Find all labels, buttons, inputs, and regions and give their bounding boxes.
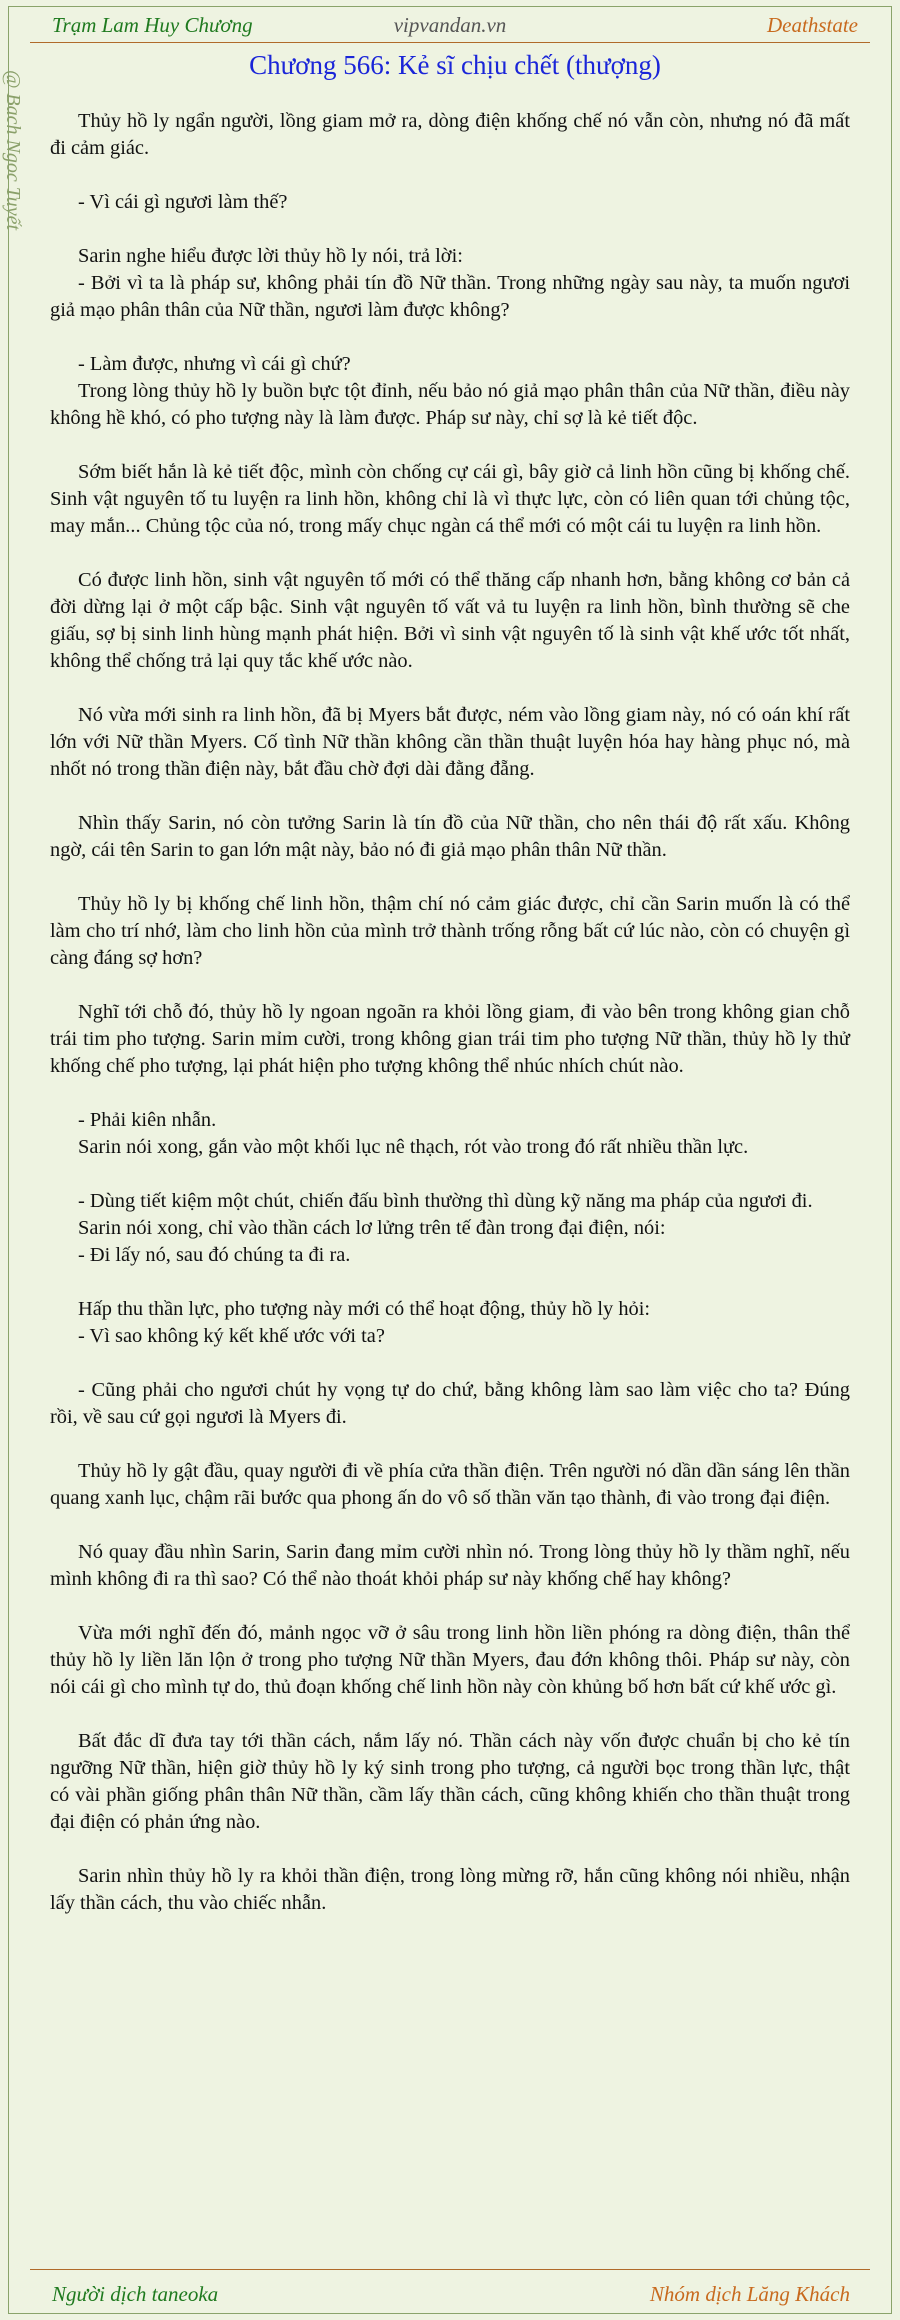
- paragraph: - Dùng tiết kiệm một chút, chiến đấu bình thường thì dùng kỹ năng ma pháp của ngươi đi.: [78, 1190, 813, 1212]
- paragraph: Bất đắc dĩ đưa tay tới thần cách, nắm lấy nó. Thần cách này vốn được chuẩn bị cho kẻ tín ngưỡng Nữ thần, hiện giờ thủy hồ ly ký sinh trong pho tượng, cả người bọc trong thần lực, thật có vài phần giống phân thân Nữ thần, cầm lấy thần cách, cũng không khiến cho thần thuật trong đại điện có phản ứng nào.: [50, 1730, 850, 1833]
- header-site-name: Trạm Lam Huy Chương: [52, 13, 253, 37]
- paragraph: - Đi lấy nó, sau đó chúng ta đi ra.: [78, 1244, 351, 1266]
- side-watermark-text: @ Bach Ngoc Tuyết: [2, 70, 24, 231]
- paragraph: Hấp thu thần lực, pho tượng này mới có thể hoạt động, thủy hồ ly hỏi:: [78, 1298, 651, 1320]
- paragraph: Sớm biết hắn là kẻ tiết độc, mình còn chống cự cái gì, bây giờ cả linh hồn cũng bị khống chế. Sinh vật nguyên tố tu luyện ra linh hồn, không chỉ là vì thực lực, còn có liên quan tới chủng tộc, may mắn... Chủng tộc của nó, trong mấy chục ngàn cá thể mới có một cái tu luyện ra linh hồn.: [50, 461, 850, 537]
- page-footer: [30, 2269, 870, 2314]
- paragraph: Thủy hồ ly bị khống chế linh hồn, thậm chí nó cảm giác được, chỉ cần Sarin muốn là có thể làm cho trí nhớ, làm cho linh hồn của mình trở thành trống rỗng bất cứ lúc nào, còn có chuyện gì càng đáng sợ hơn?: [50, 893, 850, 969]
- paragraph: Sarin nhìn thủy hồ ly ra khỏi thần điện, trong lòng mừng rỡ, hắn cũng không nói nhiều, nhận lấy thần cách, thu vào chiếc nhẫn.: [50, 1865, 850, 1914]
- paragraph: - Làm được, nhưng vì cái gì chứ?: [78, 353, 351, 375]
- footer-translation-group: Nhóm dịch Lăng Khách: [649, 2282, 850, 2306]
- paragraph: Nhìn thấy Sarin, nó còn tưởng Sarin là tín đồ của Nữ thần, cho nên thái độ rất xấu. Không ngờ, cái tên Sarin to gan lớn mật này, bảo nó đi giả mạo phân thân Nữ thần.: [50, 812, 850, 861]
- header-website-url: vipvandan.vn: [393, 13, 507, 37]
- paragraph: Có được linh hồn, sinh vật nguyên tố mới có thể thăng cấp nhanh hơn, bằng không cơ bản cả đời dừng lại ở một cấp bậc. Sinh vật nguyên tố vất vả tu luyện ra linh hồn, bình thường sẽ che giấu, sợ bị sinh linh hùng mạnh phát hiện. Bởi vì sinh vật nguyên tố là sinh vật khế ước tốt nhất, không thể chống trả lại quy tắc khế ước nào.: [50, 569, 850, 672]
- paragraph: Nghĩ tới chỗ đó, thủy hồ ly ngoan ngoãn ra khỏi lồng giam, đi vào bên trong không gian chỗ trái tim pho tượng. Sarin mỉm cười, trong không gian trái tim pho tượng Nữ thần, thủy hồ ly thử khống chế pho tượng, lại phát hiện pho tượng không thể nhúc nhích chút nào.: [50, 1001, 850, 1077]
- paragraph: Sarin nói xong, chỉ vào thần cách lơ lửng trên tế đàn trong đại điện, nói:: [78, 1217, 666, 1239]
- paragraph: - Vì cái gì ngươi làm thế?: [78, 191, 288, 213]
- footer-translator: Người dịch taneoka: [52, 2282, 219, 2306]
- paragraph: - Cũng phải cho ngươi chút hy vọng tự do chứ, bằng không làm sao làm việc cho ta? Đúng rồi, về sau cứ gọi ngươi là Myers đi.: [50, 1379, 850, 1428]
- paragraph: Thủy hồ ly ngẩn người, lồng giam mở ra, dòng điện khống chế nó vẫn còn, nhưng nó đã mất đi cảm giác.: [50, 110, 850, 159]
- paragraph: Sarin nói xong, gắn vào một khối lục nê thạch, rót vào trong đó rất nhiều thần lực.: [78, 1136, 749, 1158]
- chapter-title: Chương 566: Kẻ sĩ chịu chết (thượng): [249, 50, 661, 80]
- paragraph: Sarin nghe hiểu được lời thủy hồ ly nói, trả lời:: [78, 245, 463, 267]
- chapter-body: [50, 108, 850, 1917]
- header-author: Deathstate: [767, 13, 858, 37]
- paragraph: - Bởi vì ta là pháp sư, không phải tín đồ Nữ thần. Trong những ngày sau này, ta muốn ngươi giả mạo phân thân của Nữ thần, ngươi làm được không?: [50, 272, 850, 321]
- paragraph: - Phải kiên nhẫn.: [78, 1109, 217, 1131]
- paragraph: Vừa mới nghĩ đến đó, mảnh ngọc vỡ ở sâu trong linh hồn liền phóng ra dòng điện, thân thể thủy hồ ly liền lăn lộn ở trong pho tượng Nữ thần Myers, đau đớn không thôi. Pháp sư này, còn nói cái gì cho mình tự do, thủ đoạn khống chế linh hồn này còn khủng bố hơn bất cứ khế ước gì.: [50, 1622, 850, 1698]
- paragraph: Thủy hồ ly gật đầu, quay người đi về phía cửa thần điện. Trên người nó dần dần sáng lên thần quang xanh lục, chậm rãi bước qua phong ấn do vô số thần văn tạo thành, đi vào trong đại điện.: [50, 1460, 850, 1509]
- paragraph: Nó quay đầu nhìn Sarin, Sarin đang mỉm cười nhìn nó. Trong lòng thủy hồ ly thầm nghĩ, nếu mình không đi ra thì sao? Có thể nào thoát khỏi pháp sư này khống chế hay không?: [50, 1541, 850, 1590]
- paragraph: Nó vừa mới sinh ra linh hồn, đã bị Myers bắt được, ném vào lồng giam này, nó có oán khí rất lớn với Nữ thần Myers. Cố tình Nữ thần không cần thần thuật luyện hóa hay hàng phục nó, mà nhốt nó trong thần điện này, bắt đầu chờ đợi dài đằng đẵng.: [50, 704, 850, 780]
- paragraph: - Vì sao không ký kết khế ước với ta?: [78, 1325, 385, 1347]
- side-watermark: [2, 70, 37, 290]
- page-header: [30, 8, 870, 43]
- paragraph: Trong lòng thủy hồ ly buồn bực tột đỉnh, nếu bảo nó giả mạo phân thân của Nữ thần, điều này không hề khó, có pho tượng này là làm được. Pháp sư này, chỉ sợ là kẻ tiết độc.: [50, 380, 850, 429]
